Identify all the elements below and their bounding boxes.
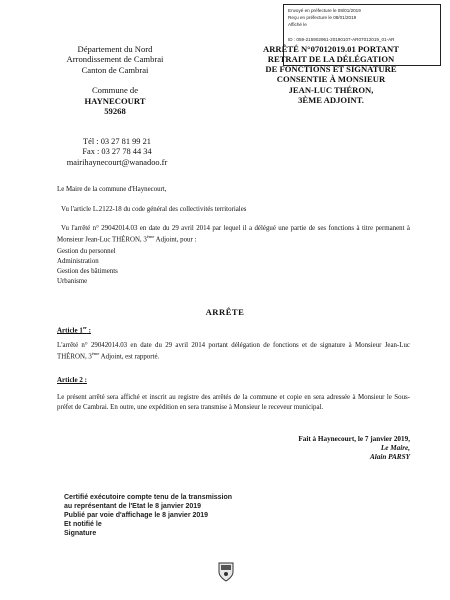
list-item: Administration xyxy=(57,258,99,265)
cert-line: Publié par voie d'affichage le 8 janvier 2019 xyxy=(64,512,209,520)
title-line: CONSENTIE À MONSIEUR xyxy=(276,74,386,85)
arrondissement: Arrondissement de Cambrai xyxy=(66,54,164,65)
article-2-heading: Article 2 : xyxy=(57,376,87,384)
delegation-list xyxy=(57,247,410,287)
article-2-text: Le présent arrêté sera affiché et inscrit au registre des arrêtés de la commune et copie en sera adressée à Monsieur le Sous-préfet de Cambrai. En outre, une expédition en sera transmise à Monsieur le receveur municipal. xyxy=(57,394,410,411)
list-item: Urbanisme xyxy=(57,278,88,285)
stamp-line: Affiché le xyxy=(288,22,307,28)
cert-line: au représentant de l'Etat le 8 janvier 2019 xyxy=(64,503,202,511)
title-line: DE FONCTIONS ET SIGNATURE xyxy=(265,64,397,75)
list-item: Gestion des bâtiments xyxy=(57,268,118,275)
stamp-line: Reçu en préfecture le 08/01/2019 xyxy=(288,15,357,21)
postcode: 59268 xyxy=(104,106,126,117)
issuer-header xyxy=(40,44,190,117)
cert-line: Et notifié le xyxy=(64,521,102,529)
stamp-line: ID : 059-215902961-20190107-AR07012019_01-AR xyxy=(288,37,395,43)
mayor-name: Alain PARSY xyxy=(369,453,410,461)
title-line: JEAN-LUC THÉRON, xyxy=(288,84,374,95)
mayor-role: Le Maire, xyxy=(380,444,410,452)
article-1-text: L'arrêté n° 29042014.03 en date du 29 avril 2014 portant délégation de fonctions et de signature à Monsieur Jean-Luc THÉRON, 3ème Adjoint, est rapporté. xyxy=(57,342,410,361)
fax: Fax : 03 27 78 44 34 xyxy=(82,147,152,157)
cert-line: Signature xyxy=(64,530,97,538)
department: Département du Nord xyxy=(77,44,153,54)
document-title xyxy=(233,44,429,105)
title-line: ARRÊTÉ N°07012019.01 PORTANT xyxy=(263,44,399,54)
cert-line: Certifié exécutoire compte tenu de la transmission xyxy=(64,494,233,501)
commune-coat-of-arms-icon xyxy=(218,562,234,587)
email: mairihaynecourt@wanadoo.fr xyxy=(66,157,168,167)
mayor-line: Le Maire de la commune d'Haynecourt, xyxy=(57,186,167,193)
vu-arrete: Vu l'arrêté n° 29042014.03 en date du 29 avril 2014 par lequel il a délégué une partie de ses fonctions à titre permanent à Monsieur Jean-Luc THÉRON, 3ème Adjoint, pour : xyxy=(57,225,410,244)
commune-label: Commune de xyxy=(91,85,139,96)
list-item: Gestion du personnel xyxy=(57,248,116,255)
contact-block xyxy=(52,137,182,168)
article-1-heading: Article 1er : xyxy=(57,325,91,335)
arrete-heading: ARRÊTE xyxy=(205,307,245,317)
stamp-line: Envoyé en préfecture le 08/01/2019 xyxy=(288,8,361,13)
vu-article: Vu l'article L.2122-18 du code général des collectivités territoriales xyxy=(61,206,247,213)
title-line: 3ÈME ADJOINT. xyxy=(298,94,364,105)
signature-block xyxy=(230,435,410,462)
certification-block xyxy=(64,493,232,538)
telephone: Tél : 03 27 81 99 21 xyxy=(83,137,151,146)
canton: Canton de Cambrai xyxy=(81,64,149,75)
commune-name: HAYNECOURT xyxy=(84,95,146,106)
place-date: Fait à Haynecourt, le 7 janvier 2019, xyxy=(298,435,410,443)
title-line: RETRAIT DE LA DÉLÉGATION xyxy=(267,54,395,65)
